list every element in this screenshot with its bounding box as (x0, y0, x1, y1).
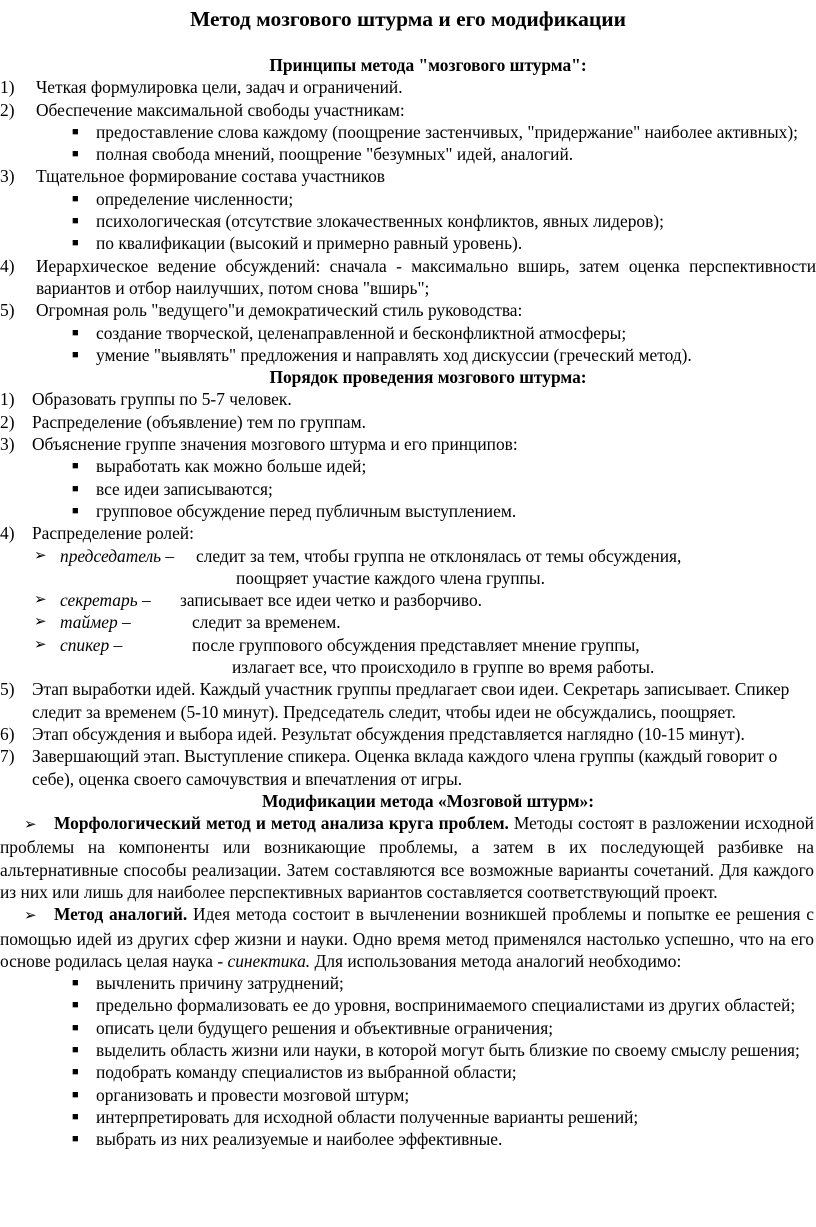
morphological-method-paragraph (0, 812, 816, 903)
item-number: 4) (0, 255, 15, 276)
step-item (0, 972, 816, 994)
item-number: 1) (0, 389, 15, 410)
principle-item (0, 99, 816, 121)
square-bullet-icon: ■ (72, 348, 79, 361)
order-item (0, 723, 816, 745)
bullet-item (0, 143, 816, 165)
item-text: Обеспечение максимальной свободы участникам: (36, 99, 405, 120)
step-text: вычленить причину затруднений; (96, 973, 344, 994)
role-name: председатель – (60, 545, 175, 566)
order-item (0, 411, 816, 433)
bullet-text: полная свобода мнений, поощрение "безумных" идей, аналогий. (96, 144, 574, 165)
arrow-bullet-icon: ➢ (34, 592, 47, 609)
square-bullet-icon: ■ (72, 215, 79, 228)
step-text: выбрать из них реализуемые и наиболее эффективные. (96, 1129, 503, 1150)
square-bullet-icon: ■ (72, 504, 79, 517)
method-description: Методы состоят в разложении исходной проблемы на компоненты или возникающие проблемы, а затем в их последующей разбивке на альтернативные способы реализации. Затем составляются все возможные варианты сочетаний. Для каждого из них или лишь для наиболее перспективных вариантов составляется соответствующий проект. (0, 813, 814, 902)
role-name: спикер – (60, 634, 123, 655)
role-description: следит за тем, чтобы группа не отклонялась от темы обсуждения, (196, 545, 682, 566)
method-description: Идея метода состоит в вычленении возникшей проблемы и попытке ее решения с помощью идей из других сфер жизни и науки. Одно время метод применялся настолько успешно, что на его основе родилась целая наука - (0, 904, 814, 971)
square-bullet-icon: ■ (72, 148, 79, 161)
item-text: Объяснение группе значения мозгового штурма и его принципов: (32, 434, 518, 455)
step-item (0, 1017, 816, 1039)
square-bullet-icon: ■ (72, 1110, 79, 1123)
step-text: описать цели будущего решения и объективные ограничения; (96, 1017, 554, 1038)
step-text: подобрать команду специалистов из выбранной области; (96, 1062, 517, 1083)
order-item (0, 522, 816, 544)
principle-item (0, 76, 816, 98)
item-number: 2) (0, 99, 15, 120)
bullet-item (0, 478, 816, 500)
method-title: Морфологический метод и метод анализа круга проблем. (54, 813, 509, 834)
step-item (0, 1106, 816, 1128)
role-name: таймер – (60, 612, 131, 633)
square-bullet-icon: ■ (72, 125, 79, 138)
square-bullet-icon: ■ (72, 1021, 79, 1034)
square-bullet-icon: ■ (72, 237, 79, 250)
step-text: предельно формализовать ее до уровня, воспринимаемого специалистами из других областей; (96, 995, 796, 1016)
item-text: Огромная роль "ведущего"и демократический стиль руководства: (36, 300, 523, 321)
analogy-method-paragraph (0, 903, 816, 972)
step-item (0, 1039, 816, 1061)
item-number: 4) (0, 523, 15, 544)
role-item (0, 611, 816, 633)
bullet-text: по квалификации (высокий и примерно равный уровень). (96, 233, 523, 254)
bullet-text: создание творческой, целенаправленной и бесконфликтной атмосферы; (96, 322, 627, 343)
bullet-item (0, 455, 816, 477)
order-heading: Порядок проведения мозгового штурма: (269, 367, 587, 388)
square-bullet-icon: ■ (72, 1088, 79, 1101)
role-name: секретарь – (60, 590, 151, 611)
role-item (0, 545, 816, 567)
bullet-text: определение численности; (96, 188, 294, 209)
item-number: 5) (0, 300, 15, 321)
square-bullet-icon: ■ (72, 1044, 79, 1057)
principle-item (0, 299, 816, 321)
item-number: 2) (0, 411, 15, 432)
bullet-item (0, 121, 816, 143)
step-item (0, 1084, 816, 1106)
step-item (0, 1061, 816, 1083)
step-item (0, 1128, 816, 1150)
item-text: Завершающий этап. Выступление спикера. Оценка вклада каждого члена группы (каждый говорит о себе), оценка своего самочувствия и впечатления от игры. (32, 746, 778, 789)
item-text: Тщательное формирование состава участников (36, 166, 386, 187)
modifications-heading: Модификации метода «Мозговой штурм»: (261, 790, 595, 811)
page-title: Метод мозгового штурма и его модификации (189, 7, 627, 31)
square-bullet-icon: ■ (72, 326, 79, 339)
square-bullet-icon: ■ (72, 482, 79, 495)
bullet-text: предоставление слова каждому (поощрение застенчивых, "придержание" наиболее активных); (96, 121, 799, 142)
square-bullet-icon: ■ (72, 1133, 79, 1146)
arrow-bullet-icon: ➢ (24, 817, 37, 834)
order-item (0, 745, 816, 790)
square-bullet-icon: ■ (72, 192, 79, 205)
arrow-bullet-icon: ➢ (24, 908, 37, 925)
item-number: 6) (0, 723, 15, 744)
role-description: после группового обсуждения представляет мнение группы, (192, 634, 640, 655)
bullet-text: психологическая (отсутствие злокачественных конфликтов, явных лидеров); (96, 211, 664, 232)
role-description: записывает все идеи четко и разборчиво. (180, 590, 482, 611)
item-text: Этап выработки идей. Каждый участник группы предлагает свои идеи. Секретарь записывает. Спикер следит за временем (5-10 минут). Председатель следит, чтобы идеи не обсуждались, поощряет. (32, 679, 790, 722)
bullet-item (0, 344, 816, 366)
item-text: Распределение (объявление) тем по группам. (32, 411, 366, 432)
item-number: 1) (0, 77, 15, 98)
role-item (0, 589, 816, 611)
bullet-item (0, 322, 816, 344)
order-item (0, 678, 816, 723)
item-number: 7) (0, 746, 15, 767)
square-bullet-icon: ■ (72, 999, 79, 1012)
step-text: интерпретировать для исходной области полученные варианты решений; (96, 1106, 639, 1127)
item-text: Образовать группы по 5-7 человек. (32, 389, 292, 410)
arrow-bullet-icon: ➢ (34, 547, 47, 564)
principle-item (0, 255, 816, 300)
role-description-continued: излагает все, что происходило в группе во время работы. (232, 657, 655, 678)
synectics-term: синектика. (227, 950, 311, 971)
order-item (0, 388, 816, 410)
method-title: Метод аналогий. (54, 904, 188, 925)
square-bullet-icon: ■ (72, 977, 79, 990)
arrow-bullet-icon: ➢ (34, 614, 47, 631)
arrow-bullet-icon: ➢ (34, 636, 47, 653)
order-item (0, 433, 816, 455)
item-text: Иерархическое ведение обсуждений: сначала - максимально вширь, затем оценка перспективности вариантов и отбор наилучших, потом снова "вширь"; (36, 255, 816, 298)
bullet-item (0, 232, 816, 254)
item-number: 5) (0, 679, 15, 700)
item-text: Четкая формулировка цели, задач и ограничений. (36, 77, 403, 98)
step-text: выделить область жизни или науки, в которой могут быть близкие по своему смыслу решения; (96, 1040, 800, 1061)
step-text: организовать и провести мозговой штурм; (96, 1084, 410, 1105)
bullet-text: выработать как можно больше идей; (96, 456, 367, 477)
square-bullet-icon: ■ (72, 1066, 79, 1079)
item-text: Этап обсуждения и выбора идей. Результат обсуждения представляется наглядно (10-15 минут). (32, 723, 745, 744)
item-number: 3) (0, 166, 15, 187)
bullet-text: умение "выявлять" предложения и направлять ход дискуссии (греческий метод). (96, 344, 692, 365)
item-text: Распределение ролей: (32, 523, 194, 544)
principles-heading: Принципы метода "мозгового штурма": (269, 55, 587, 75)
bullet-item (0, 188, 816, 210)
bullet-text: все идеи записываются; (96, 478, 273, 499)
step-item (0, 994, 816, 1016)
bullet-item (0, 500, 816, 522)
square-bullet-icon: ■ (72, 460, 79, 473)
role-description: следит за временем. (192, 612, 341, 633)
bullet-item (0, 210, 816, 232)
method-description-tail: Для использования метода аналогий необходимо: (310, 950, 682, 971)
bullet-text: групповое обсуждение перед публичным выступлением. (96, 500, 517, 521)
principle-item (0, 165, 816, 187)
role-item (0, 634, 816, 656)
item-number: 3) (0, 434, 15, 455)
role-description-continued: поощряет участие каждого члена группы. (236, 567, 545, 588)
